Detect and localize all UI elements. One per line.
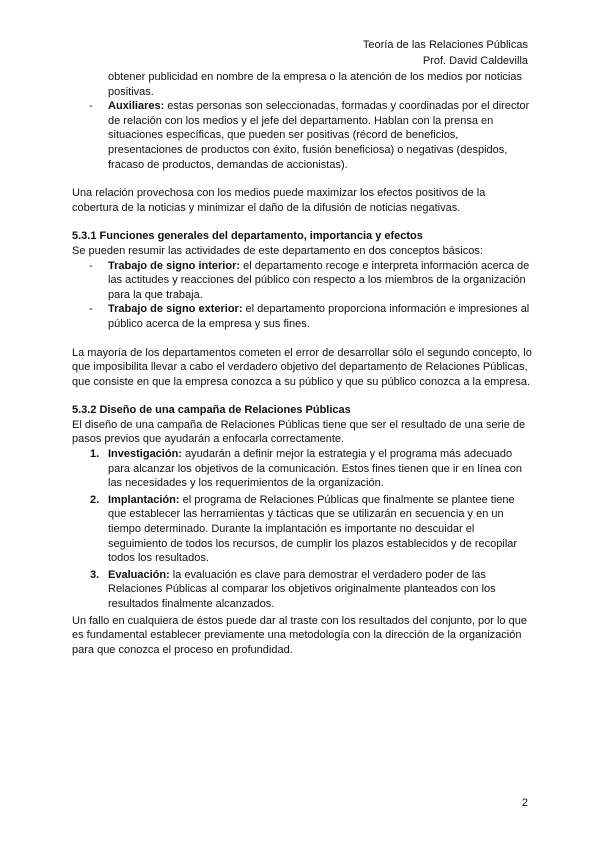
dash-marker: - [89,259,93,272]
item-text: el departamento proporciona información e impresiones al público acerca de la empresa y sus fines. [108,303,530,330]
section-531-conclusion: La mayoría de los departamentos cometen el error de desarrollar sólo el segundo concepto, lo que imposibilita llevar a cabo el verdadero objetivo del departamento de Relaciones Públicas, que consiste en que la empresa conozca a su público y que su público conozca a la empresa. [72,346,532,388]
list-item [72,70,532,99]
item-text: el programa de Relaciones Públicas que finalmente se plantee tiene que establecer las herramientas y tácticas que se utilizarán en secuencia y en un tiempo determinado. Durante la implantación es importante no descuidar el seguimiento de todos los recursos, de cumplir los plazos establecidos y de recopilar todos los resultados. [108,493,518,565]
list-item [72,493,532,566]
list-item [72,259,532,303]
page-number: 2 [521,797,528,809]
document-body [72,70,532,657]
header-title: Teoría de las Relaciones Públicas [362,39,528,51]
list-item [72,99,532,172]
section-532-conclusion: Un fallo en cualquiera de éstos puede dar al traste con los resultados del conjunto, por lo que es fundamental establecer previamente una metodología con la dirección de la organización para que conozca el proceso en profundidad. [72,614,527,656]
term-implantacion: Implantación: [108,493,180,506]
term-investigacion: Investigación: [108,448,182,461]
dash-marker: - [89,303,93,316]
step-number: 1. [90,448,100,461]
header-author: Prof. David Caldevilla [422,55,528,67]
term-evaluacion: Evaluación: [108,568,170,581]
term-signo-interior: Trabajo de signo interior: [108,259,241,272]
list-item [72,302,532,331]
section-531-intro: Se pueden resumir las actividades de este departamento en dos conceptos básicos: [72,244,483,257]
list-item [72,447,532,491]
term-signo-exterior: Trabajo de signo exterior: [108,303,243,316]
section-532-steps [72,447,532,612]
list-item [72,568,532,612]
step-number: 3. [90,568,100,581]
section-531-list [72,259,532,332]
continued-bullet-list [72,70,532,172]
continuation-text: obtener publicidad en nombre de la empresa o la atención de los medios por noticias positivas. [108,71,522,98]
page-header [363,37,528,69]
section-heading-531: 5.3.1 Funciones generales del departamento, importancia y efectos [72,230,423,243]
section-532-intro: El diseño de una campaña de Relaciones Públicas tiene que ser el resultado de una serie de pasos previos que ayudarán a enfocarla correctamente. [72,418,526,446]
section-heading-532: 5.3.2 Diseño de una campaña de Relaciones Públicas [72,404,351,417]
item-text: ayudarán a definir mejor la estrategia y el programa más adecuado para alcanzar los objetivos de la comunicación. Estos fines tienen que ir en línea con las necesidades y los requerimientos de la organización. [108,448,522,490]
auxiliares-text: estas personas son seleccionadas, formadas y coordinadas por el director de relación con los medios y el jefe del departamento. Hablan con la prensa en situaciones específicas, que pueden ser positivas (récord de beneficios, presentaciones de productos con éxito, fusión beneficiosa) o negativas (despidos, fracaso de productos, demandas de accionistas). [108,100,530,171]
dash-marker: - [89,100,93,113]
item-text: la evaluación es clave para demostrar el verdadero poder de las Relaciones Públicas al comparar los objetivos originalmente planteados con los resultados finalmente alcanzados. [108,568,496,610]
item-text: el departamento recoge e interpreta información acerca de las actitudes y reacciones del público con respecto a los miembros de la organización para la que trabaja. [108,259,530,301]
step-number: 2. [90,493,100,506]
paragraph-relacion: Una relación provechosa con los medios puede maximizar los efectos positivos de la cobertura de la noticias y minimizar el daño de la difusión de noticias negativas. [72,187,486,214]
term-auxiliares: Auxiliares: [108,100,165,113]
